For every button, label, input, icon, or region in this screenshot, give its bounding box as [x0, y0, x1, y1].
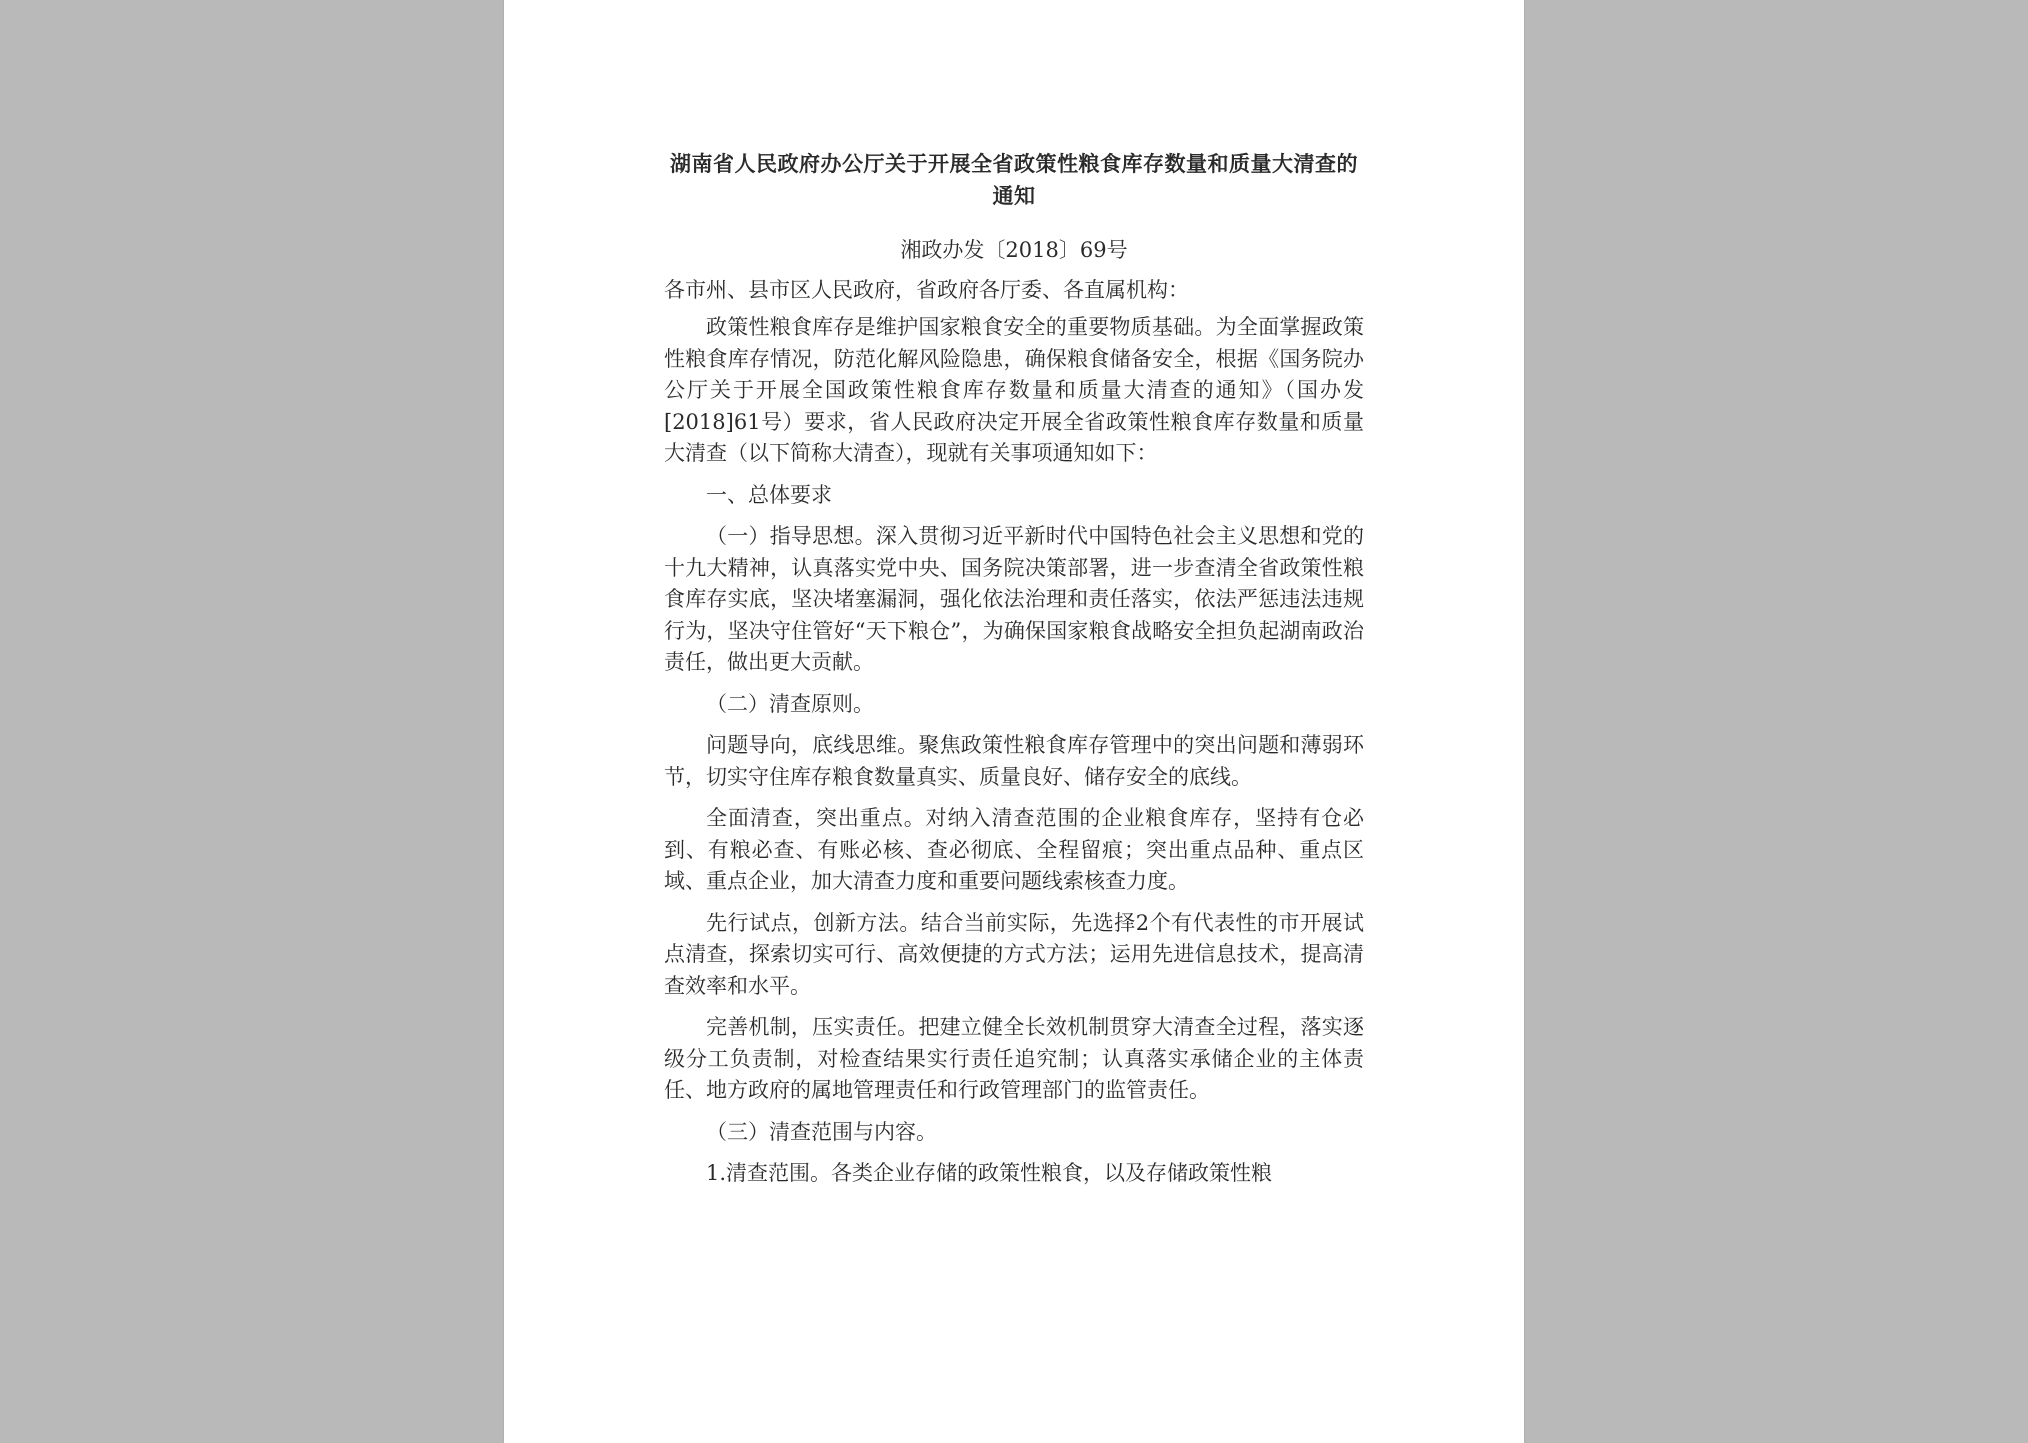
document-number: 湘政办发〔2018〕69号 [900, 238, 1128, 262]
paragraph-scope: 1.清查范围。各类企业存储的政策性粮食，以及存储政策性粮 [706, 1161, 1273, 1185]
subheading-scope-content: （三）清查范围与内容。 [706, 1119, 937, 1144]
paragraph-guiding-ideology: （一）指导思想。深入贯彻习近平新时代中国特色社会主义思想和党的十九大精神，认真落实党中央、国务院决策部署，进一步查清全省政策性粮食库存实底，坚决堵塞漏洞，强化依法治理和责任落实，依法严惩违法违规行为，坚决守住管好“天下粮仓”，为确保国家粮食战略安全担负起湖南政治责任，做出更大贡献。 [664, 524, 1364, 674]
document-title: 湖南省人民政府办公厅关于开展全省政策性粮食库存数量和质量大清查的通知 [670, 152, 1358, 208]
section-heading-general-requirements: 一、总体要求 [706, 482, 832, 507]
paragraph-principle-pilot: 先行试点，创新方法。结合当前实际，先选择2个有代表性的市开展试点清查，探索切实可行、高效便捷的方式方法；运用先进信息技术，提高清查效率和水平。 [664, 910, 1364, 998]
subheading-principles: （二）清查原则。 [706, 691, 874, 716]
paragraph-principle-comprehensive: 全面清查，突出重点。对纳入清查范围的企业粮食库存，坚持有仓必到、有粮必查、有账必核、查必彻底、全程留痕；突出重点品种、重点区域、重点企业，加大清查力度和重要问题线索核查力度。 [664, 806, 1364, 893]
page-content [664, 148, 1364, 1200]
paragraph-intro: 政策性粮食库存是维护国家粮食安全的重要物质基础。为全面掌握政策性粮食库存情况，防范化解风险隐患，确保粮食储备安全，根据《国务院办公厅关于开展全国政策性粮食库存数量和质量大清查的通知》（国办发[2018]61号）要求，省人民政府决定开展全省政策性粮食库存数量和质量大清查（以下简称大清查），现就有关事项通知如下： [664, 315, 1364, 465]
salutation: 各市州、县市区人民政府，省政府各厅委、各直属机构： [664, 278, 1189, 302]
document-page [504, 0, 1524, 1443]
paragraph-principle-problem-oriented: 问题导向，底线思维。聚焦政策性粮食库存管理中的突出问题和薄弱环节，切实守住库存粮食数量真实、质量良好、储存安全的底线。 [664, 733, 1364, 789]
paragraph-principle-mechanism: 完善机制，压实责任。把建立健全长效机制贯穿大清查全过程，落实逐级分工负责制，对检查结果实行责任追究制；认真落实承储企业的主体责任、地方政府的属地管理责任和行政管理部门的监管责任。 [664, 1015, 1364, 1102]
